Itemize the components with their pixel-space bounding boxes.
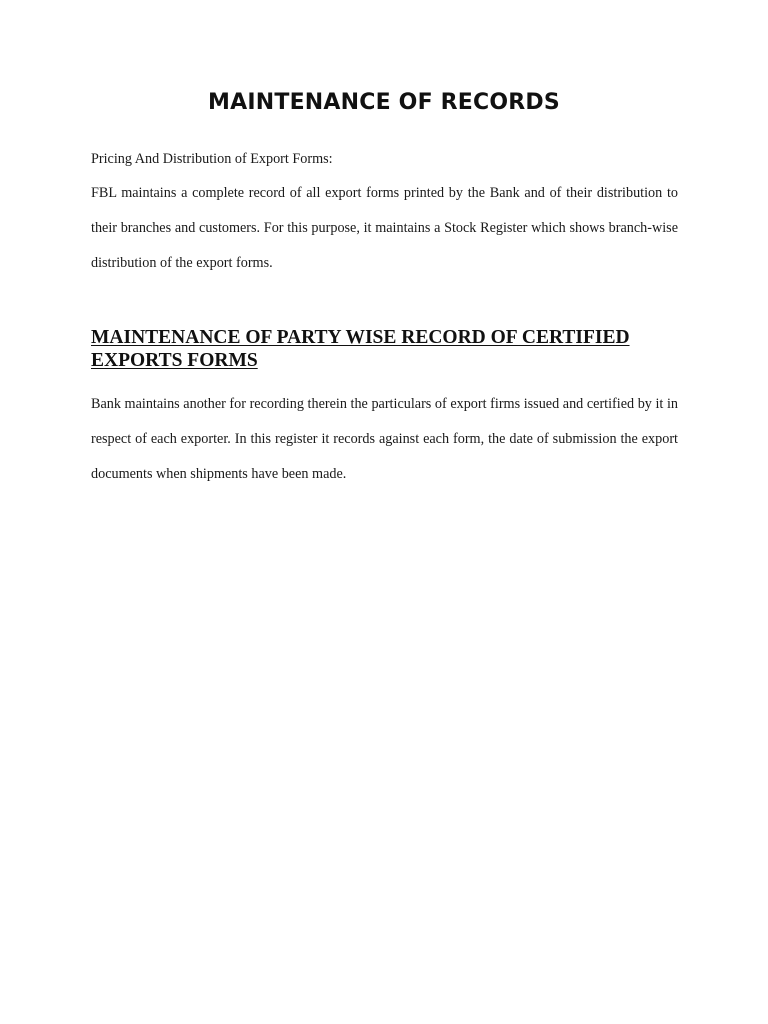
body-paragraph-2: Bank maintains another for recording therein the particulars of export firms issued and certified by it in respect of each exporter. In this register it records against each form, the date of submission the export documents when shipments have been made. bbox=[91, 396, 678, 482]
section-heading-line-1: MAINTENANCE OF PARTY WISE RECORD OF CERTIFIED bbox=[91, 327, 630, 348]
body-paragraph-1: FBL maintains a complete record of all export forms printed by the Bank and of their distribution to their branches and customers. For this purpose, it maintains a Stock Register which shows branch-wise distribution of the export forms. bbox=[91, 185, 678, 271]
section-heading-line-2: EXPORTS FORMS bbox=[91, 350, 258, 371]
section-heading bbox=[91, 326, 691, 372]
section-subheading: Pricing And Distribution of Export Forms: bbox=[91, 151, 333, 167]
page-title: MAINTENANCE OF RECORDS bbox=[208, 90, 560, 115]
